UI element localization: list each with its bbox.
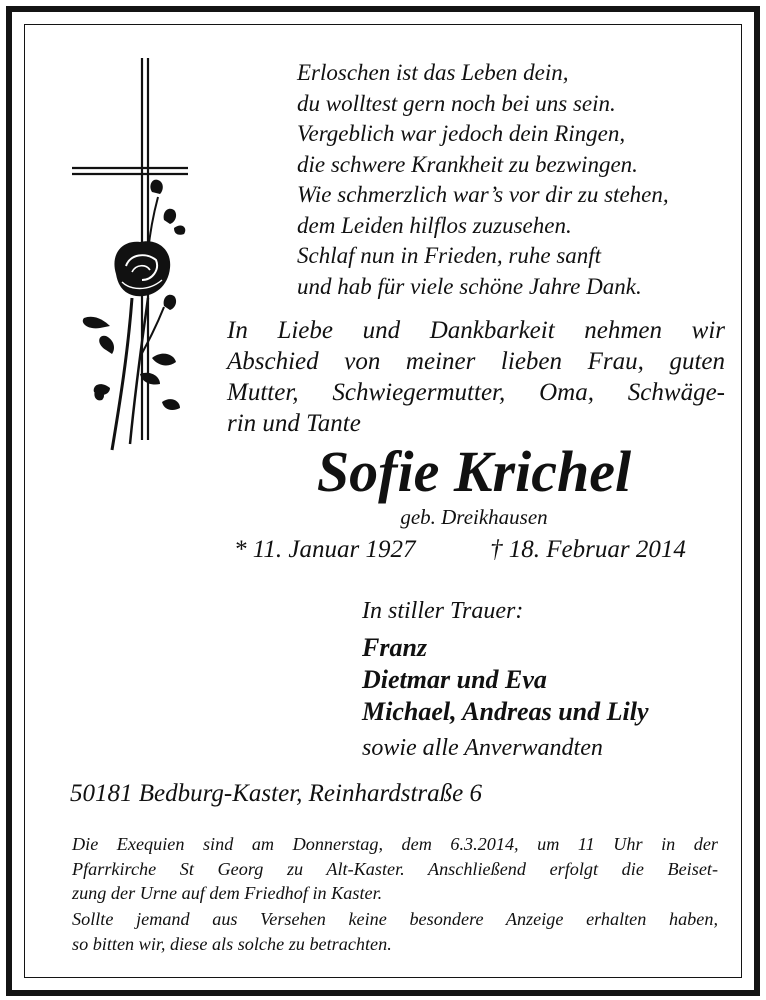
intro-line: In Liebe und Dankbarkeit nehmen wir [227,317,725,344]
maiden-name: geb. Dreikhausen [400,505,548,529]
deceased-name: Sofie Krichel [316,439,632,504]
address: 50181 Bedburg-Kaster, Reinhardstraße 6 [70,780,483,807]
notice-line: zung der Urne auf dem Friedhof in Kaster. [72,883,383,903]
notice-line: Die Exequien sind am Donnerstag, dem 6.3.2014, um 11 Uhr in der [72,834,718,854]
mourner-name: Franz [362,633,428,662]
farewell-intro [227,315,725,439]
obituary-frame [6,6,760,996]
mourning-heading: In stiller Trauer: [362,598,524,624]
poem-line: Erloschen ist das Leben dein, [297,60,569,85]
poem-line: du wolltest gern noch bei uns sein. [297,90,616,116]
closing-notice [72,907,718,956]
death-date: † 18. Februar 2014 [490,536,686,563]
intro-line: Abschied von meiner lieben Frau, guten [227,348,725,375]
intro-line: rin und Tante [227,410,361,437]
poem-line: dem Leiden hilflos zuzusehen. [297,212,572,238]
birth-date: * 11. Januar 1927 [234,536,416,563]
funeral-notice [72,832,718,906]
cross-with-rose-icon [70,52,194,457]
poem-line: die schwere Krankheit zu bezwingen. [297,151,638,177]
poem-line: Vergeblich war jedoch dein Ringen, [297,121,626,146]
relatives-line: sowie alle Anverwandten [362,735,603,761]
mourner-names [362,632,649,728]
notice-line: Pfarrkirche St Georg zu Alt-Kaster. Anschließend erfolgt die Beiset- [72,858,718,879]
notice-line: Sollte jemand aus Versehen keine besondere Anzeige erhalten haben, [72,909,718,929]
poem-line: und hab für viele schöne Jahre Dank. [297,273,642,299]
mourner-name: Michael, Andreas und Lily [362,697,649,726]
intro-line: Mutter, Schwiegermutter, Oma, Schwäge- [227,379,725,406]
notice-line: so bitten wir, diese als solche zu betrachten. [72,933,392,954]
poem-line: Schlaf nun in Frieden, ruhe sanft [297,243,602,268]
poem-line: Wie schmerzlich war’s vor dir zu stehen, [297,182,669,207]
poem [297,58,669,302]
mourner-name: Dietmar und Eva [362,665,547,694]
